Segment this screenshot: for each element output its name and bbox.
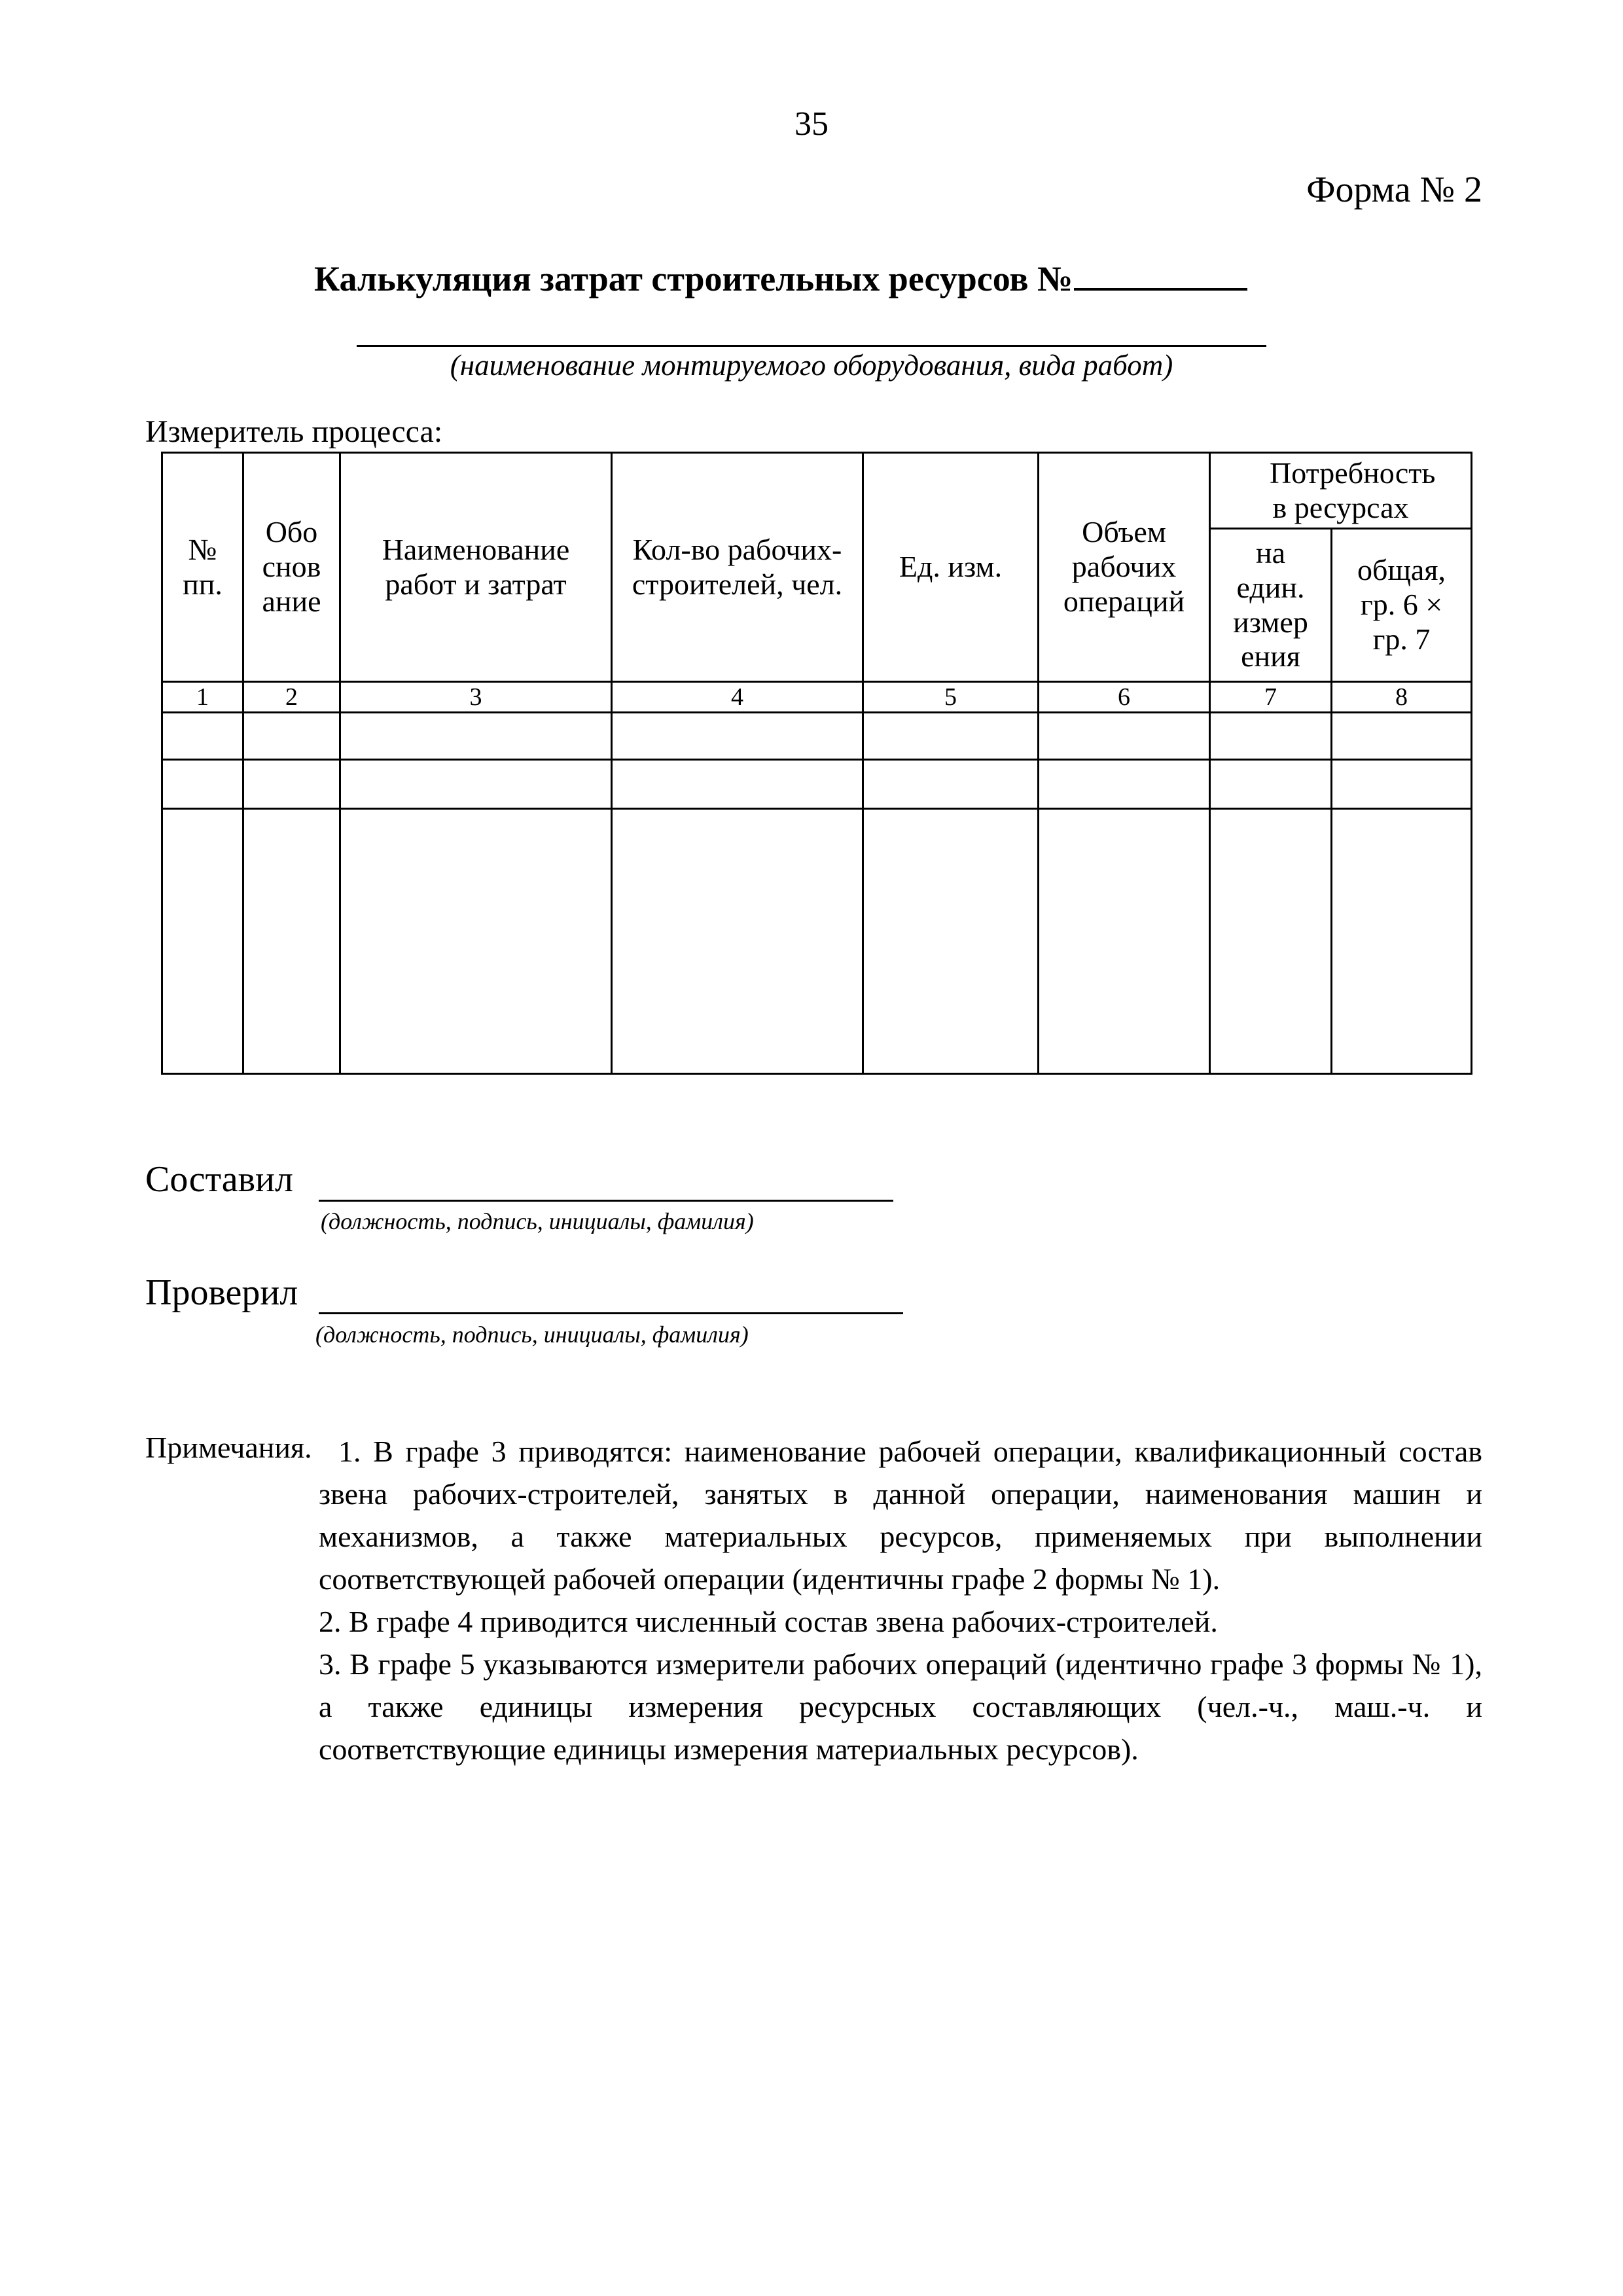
column-number-3: 3 xyxy=(340,682,612,713)
column-number-4: 4 xyxy=(612,682,863,713)
table-row xyxy=(162,809,1472,1074)
table-row xyxy=(162,760,1472,809)
column-number-2: 2 xyxy=(243,682,340,713)
calculation-number-blank[interactable] xyxy=(1074,255,1247,291)
table-row xyxy=(162,713,1472,760)
table-cell[interactable] xyxy=(243,809,340,1074)
table-cell[interactable] xyxy=(1332,809,1472,1074)
column-number-8: 8 xyxy=(1332,682,1472,713)
table-cell[interactable] xyxy=(162,809,243,1074)
page-number: 35 xyxy=(794,105,829,143)
header-col-total: общая, гр. 6 × гр. 7 xyxy=(1332,529,1472,682)
table-cell[interactable] xyxy=(612,760,863,809)
equipment-name-blank[interactable] xyxy=(357,345,1266,347)
form-label: Форма № 2 xyxy=(1306,170,1482,210)
table-cell[interactable] xyxy=(863,713,1039,760)
checked-by-caption: (должность, подпись, инициалы, фамилия) xyxy=(315,1321,749,1348)
table-cell[interactable] xyxy=(340,713,612,760)
table-cell[interactable] xyxy=(1210,760,1332,809)
table-cell[interactable] xyxy=(863,809,1039,1074)
header-col-workers-count: Кол-во рабочих-строителей, чел. xyxy=(612,453,863,682)
checked-by-label: Проверил xyxy=(145,1272,298,1313)
header-col-unit: Ед. изм. xyxy=(863,453,1039,682)
table-cell[interactable] xyxy=(1210,809,1332,1074)
table-cell[interactable] xyxy=(243,713,340,760)
table-cell[interactable] xyxy=(340,809,612,1074)
header-col-basis: Обо снов ание xyxy=(243,453,340,682)
table-cell[interactable] xyxy=(1332,760,1472,809)
header-col-number: № пп. xyxy=(162,453,243,682)
header-group-resource-demand: Потребность в ресурсах xyxy=(1210,453,1472,529)
table-cell[interactable] xyxy=(612,809,863,1074)
table-cell[interactable] xyxy=(1332,713,1472,760)
table-cell[interactable] xyxy=(162,760,243,809)
notes-heading: Примечания. xyxy=(145,1431,312,1464)
note-item-3: 3. В графе 5 указываются измерители рабочих операций (идентично графе 3 формы № 1), а также единицы измерения ресурсных составляющих (чел.-ч., маш.-ч. и соответствующие единицы измерения материальных ресурсов). xyxy=(319,1647,1482,1766)
notes-body xyxy=(319,1430,1482,1770)
table-cell[interactable] xyxy=(1039,809,1210,1074)
column-number-7: 7 xyxy=(1210,682,1332,713)
document-title-text: Калькуляция затрат строительных ресурсов № xyxy=(314,259,1073,298)
table-cell[interactable] xyxy=(1210,713,1332,760)
table-cell[interactable] xyxy=(1039,713,1210,760)
header-col-per-unit: на един. измер ения xyxy=(1210,529,1332,682)
column-number-5: 5 xyxy=(863,682,1039,713)
equipment-name-caption: (наименование монтируемого оборудования, вида работ) xyxy=(450,349,1173,382)
column-number-1: 1 xyxy=(162,682,243,713)
table-cell[interactable] xyxy=(162,713,243,760)
note-item-2: 2. В графе 4 приводится численный состав звена рабочих-строителей. xyxy=(319,1605,1218,1638)
note-item-1: 1. В графе 3 приводятся: наименование рабочей операции, квалификационный состав звена рабочих-строителей, занятых в данной операции, наименования машин и механизмов, а также материальных ресурсов, применяемых при выполнении соответствующей рабочей операции (идентичны графе 2 формы № 1). xyxy=(319,1435,1482,1596)
compiled-by-signature-line[interactable] xyxy=(319,1200,893,1202)
compiled-by-label: Составил xyxy=(145,1159,293,1200)
table-cell[interactable] xyxy=(863,760,1039,809)
resource-cost-table xyxy=(161,452,1472,1075)
table-cell[interactable] xyxy=(1039,760,1210,809)
column-number-6: 6 xyxy=(1039,682,1210,713)
checked-by-signature-line[interactable] xyxy=(319,1312,903,1314)
header-col-work-name: Наименование работ и затрат xyxy=(340,453,612,682)
compiled-by-caption: (должность, подпись, инициалы, фамилия) xyxy=(321,1208,754,1234)
process-meter-label: Измеритель процесса: xyxy=(145,414,443,449)
header-col-volume: Объем рабочих операций xyxy=(1039,453,1210,682)
table-cell[interactable] xyxy=(243,760,340,809)
table-cell[interactable] xyxy=(340,760,612,809)
table-cell[interactable] xyxy=(612,713,863,760)
document-title xyxy=(314,255,1247,299)
